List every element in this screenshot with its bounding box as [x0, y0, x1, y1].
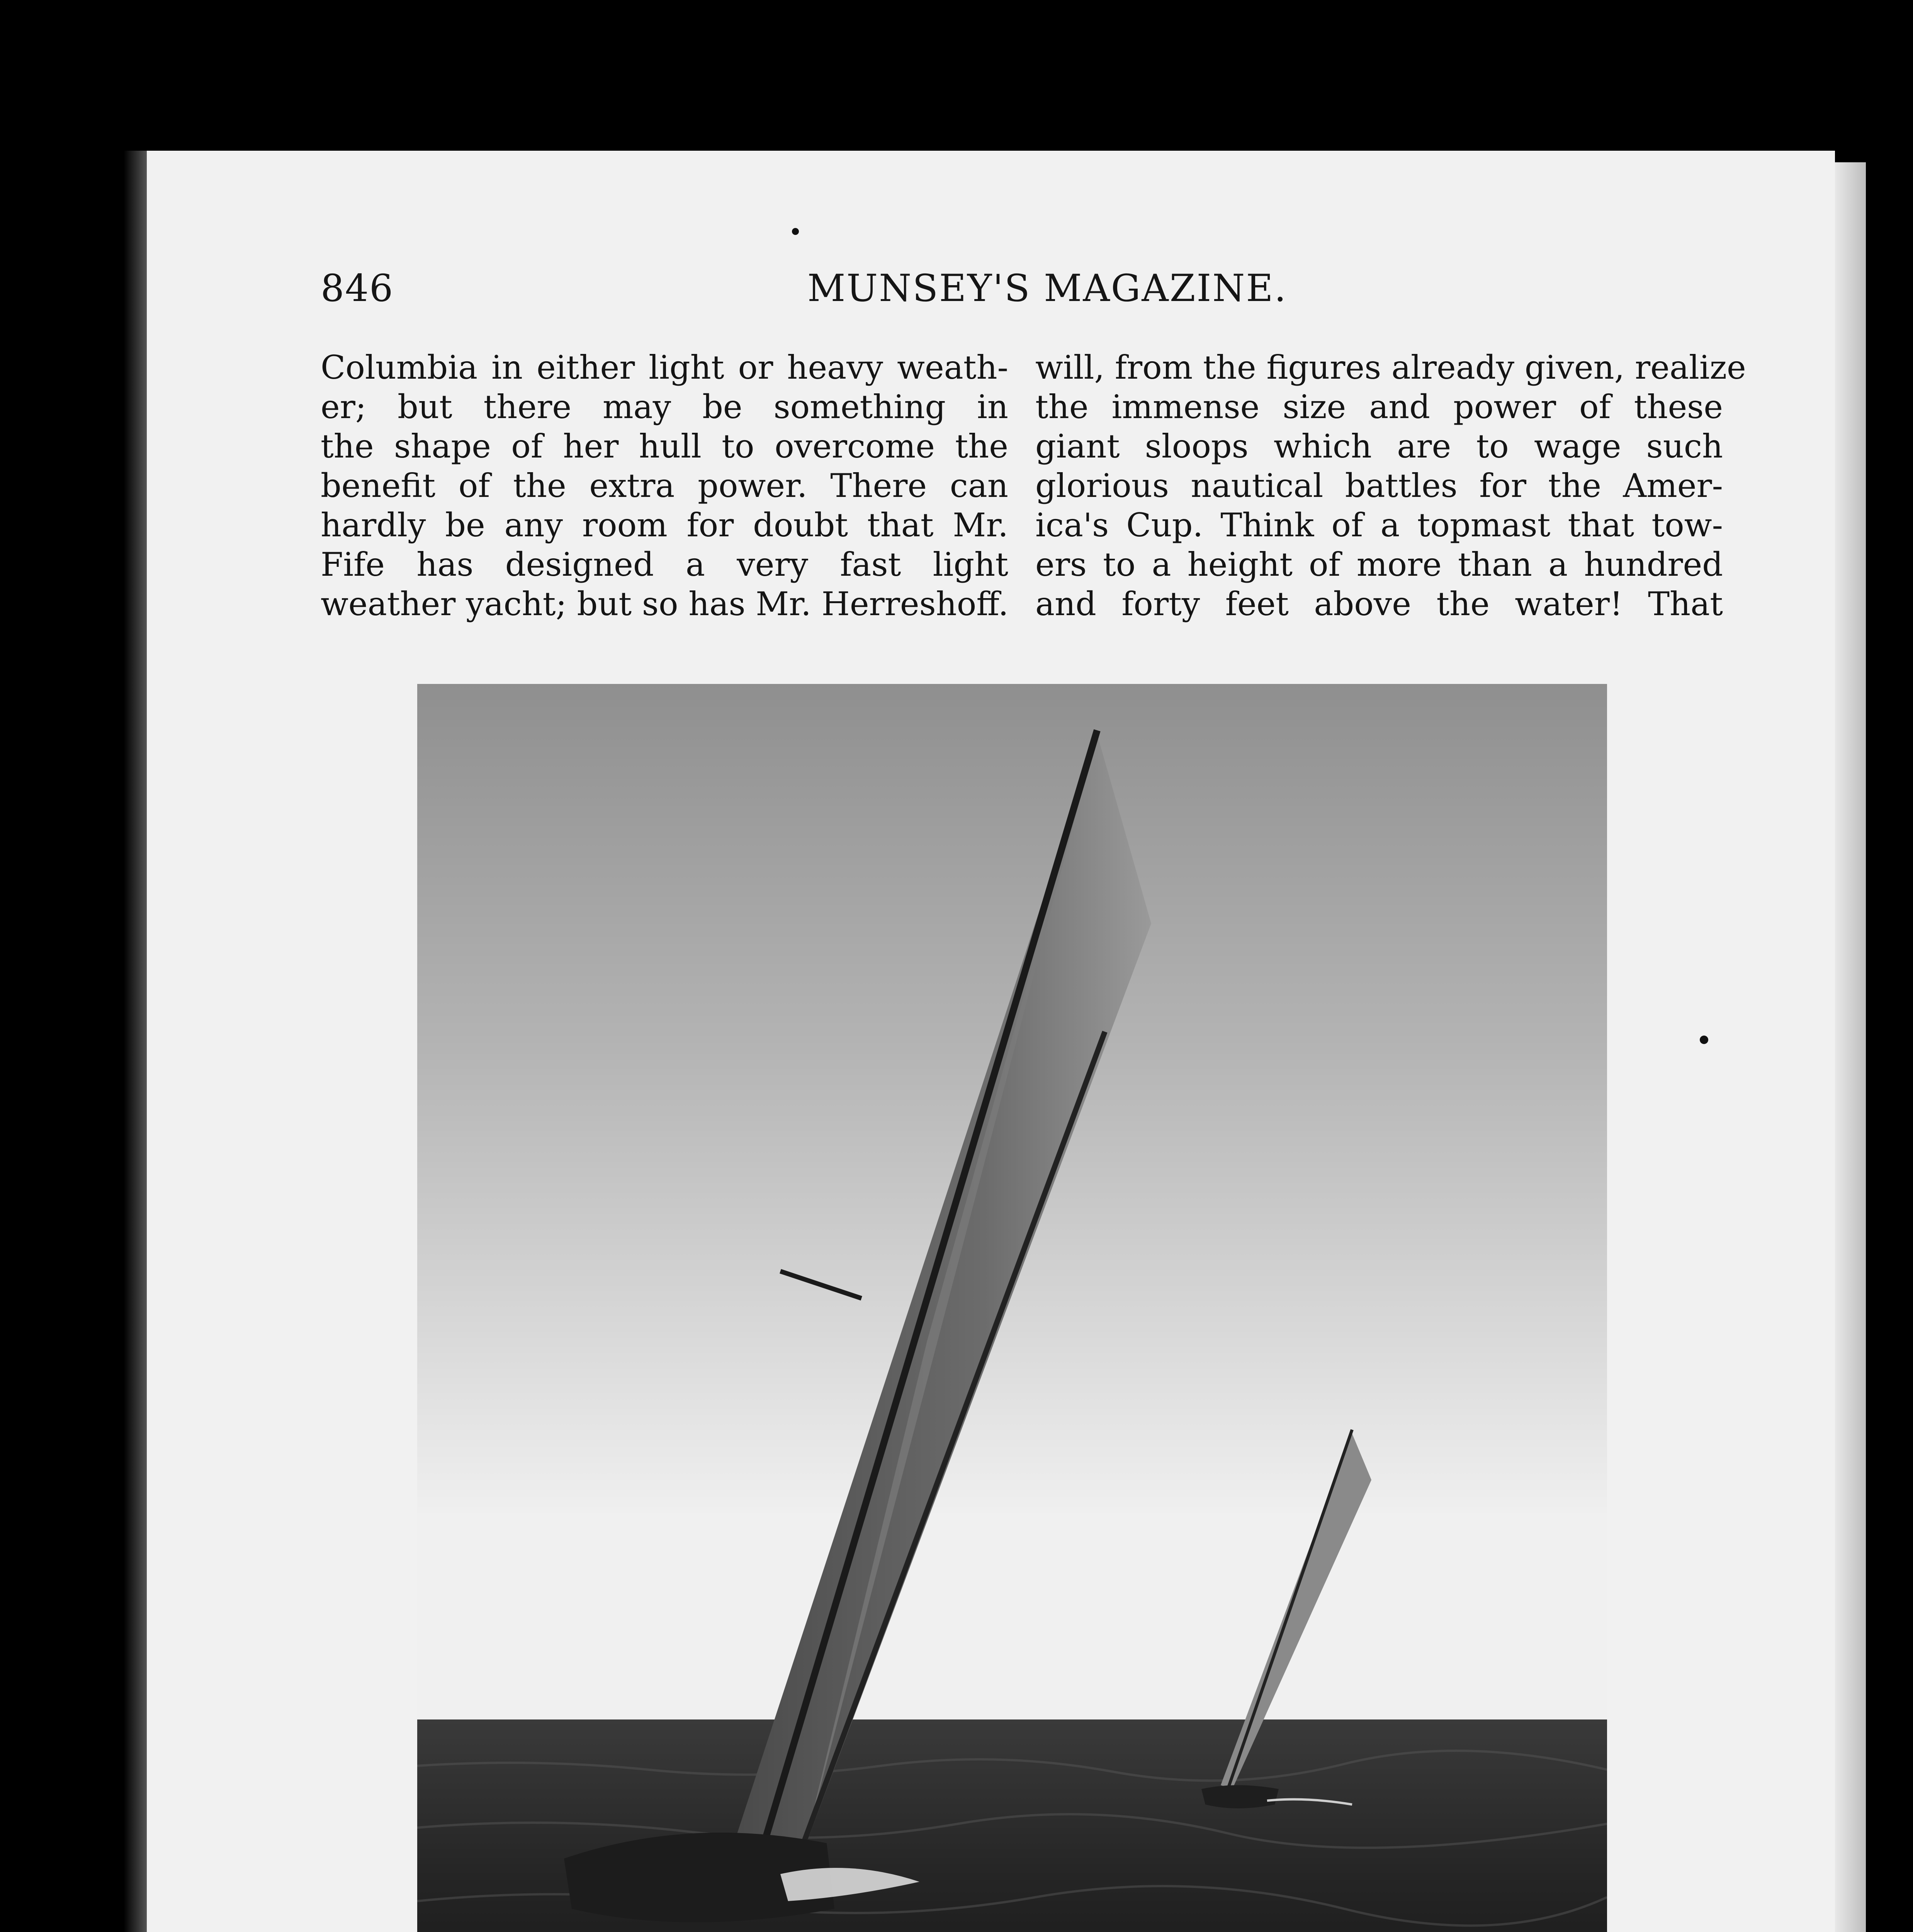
text-line: giant sloops which are to wage such: [1035, 427, 1723, 465]
text-line: Columbia in either light or heavy weath-: [321, 349, 1008, 386]
text-line: ers to a height of more than a hundred: [1035, 546, 1723, 583]
magazine-title: MUNSEY'S MAGAZINE.: [807, 267, 1287, 310]
text-line: er; but there may be something in: [321, 388, 1008, 426]
defender-hull: [1201, 1785, 1279, 1808]
text-line: Fife has designed a very fast light: [321, 546, 1008, 583]
scan-shadow: [124, 151, 147, 1932]
text-line: and forty feet above the water! That: [1035, 585, 1723, 623]
running-head: [321, 267, 1711, 313]
yacht-photograph: [417, 684, 1607, 1932]
text-line: benefit of the extra power. There can: [321, 467, 1008, 505]
page-number: 846: [321, 267, 394, 310]
page-edge: [1835, 162, 1866, 1932]
text-line: the shape of her hull to overcome the: [321, 427, 1008, 465]
text-line: ica's Cup. Think of a topmast that tow-: [1035, 506, 1723, 544]
top-left-column: [321, 348, 1008, 624]
top-right-column: [1035, 348, 1746, 624]
scan-speck: [1700, 1036, 1708, 1044]
text-line: glorious nautical battles for the Amer-: [1035, 467, 1723, 505]
yacht-illustration: [417, 684, 1607, 1932]
text-line: hardly be any room for doubt that Mr.: [321, 506, 1008, 544]
scan-speck: [792, 228, 799, 235]
text-line: the immense size and power of these: [1035, 388, 1723, 426]
text-line: weather yacht; but so has Mr. Herreshoff.: [321, 585, 1009, 623]
text-line: will, from the figures already given, realize: [1035, 349, 1746, 386]
